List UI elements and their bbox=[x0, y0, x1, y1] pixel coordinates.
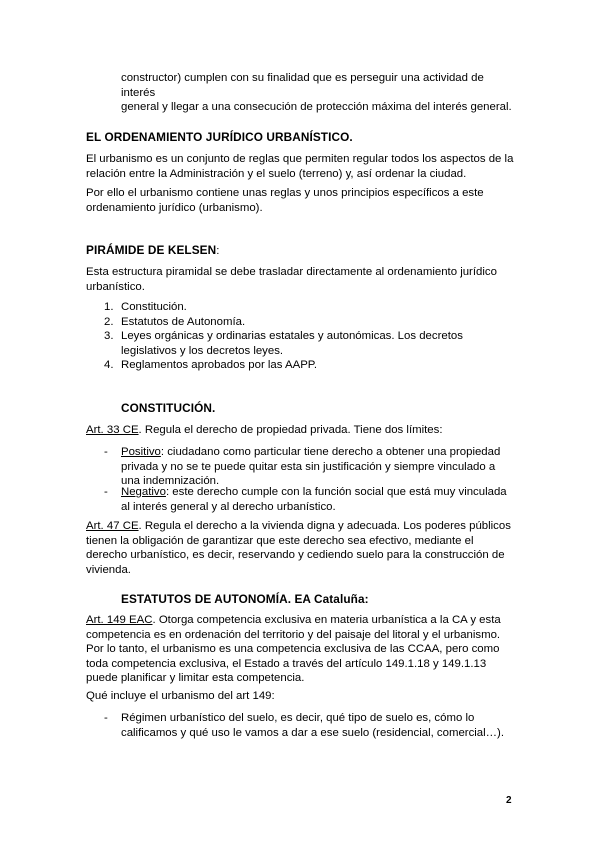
kelsen-heading-colon: : bbox=[216, 245, 220, 257]
list-item-text: Constitución. bbox=[121, 301, 187, 313]
bullet-label-negativo: Negativo bbox=[121, 486, 166, 498]
intro-line-1: constructor) cumplen con su finalidad que es perseguir una actividad de interés bbox=[121, 72, 484, 99]
bullet-text-negativo bbox=[121, 485, 516, 514]
bullet-text-positivo bbox=[121, 445, 516, 489]
list-item-number: 4. bbox=[104, 359, 114, 371]
list-item-number: 3. bbox=[104, 330, 114, 342]
list-item-number: 1. bbox=[104, 301, 114, 313]
bullet-dash: - bbox=[104, 446, 108, 458]
list-item-text: Reglamentos aprobados por las AAPP. bbox=[121, 359, 318, 371]
list-item-text: Leyes orgánicas y ordinarias estatales y autonómicas. Los decretos legislativos y los decretos leyes. bbox=[121, 330, 463, 357]
ordenamiento-paragraph-1: El urbanismo es un conjunto de reglas que permiten regular todos los aspectos de la relación entre la Administración y el suelo (terreno) y, así ordenar la ciudad. bbox=[86, 153, 514, 180]
bullet-label-positivo: Positivo bbox=[121, 446, 161, 458]
list-item-text: Estatutos de Autonomía. bbox=[121, 316, 246, 328]
art47-reference: Art. 47 CE bbox=[86, 520, 139, 532]
art47-text: . Regula el derecho a la vivienda digna y adecuada. Los poderes públicos tienen la obligación de garantizar que este derecho sea efectivo, mediante el derecho urbanístico, es decir, reservando y cediendo suelo para la construcción de vivienda. bbox=[86, 520, 511, 576]
bullet-body-negativo: : este derecho cumple con la función social que está muy vinculada al interés general y al derecho urbanístico. bbox=[121, 486, 507, 513]
section-heading-constitucion: CONSTITUCIÓN. bbox=[121, 401, 216, 415]
art33-text: . Regula el derecho de propiedad privada. Tiene dos límites: bbox=[138, 424, 443, 436]
section-heading-kelsen bbox=[86, 243, 514, 259]
bullet-body-positivo: : ciudadano como particular tiene derecho a obtener una propiedad privada y no se te puede quitar esta sin justificación y siempre vinculado a una indemnización. bbox=[121, 446, 501, 488]
page-number: 2 bbox=[506, 795, 512, 806]
kelsen-heading-text: PIRÁMIDE DE KELSEN bbox=[86, 243, 217, 257]
intro-line-2: general y llegar a una consecución de protección máxima del interés general. bbox=[121, 101, 512, 114]
kelsen-intro: Esta estructura piramidal se debe trasladar directamente al ordenamiento jurídico urbanístico. bbox=[86, 266, 497, 293]
art149-paragraph bbox=[86, 613, 514, 686]
section-heading-estatutos: ESTATUTOS DE AUTONOMÍA. EA Cataluña: bbox=[121, 592, 369, 606]
art33-paragraph bbox=[86, 423, 514, 438]
list-item-number: 2. bbox=[104, 316, 114, 328]
art149-reference: Art. 149 EAC bbox=[86, 614, 153, 626]
bullet-dash: - bbox=[104, 712, 108, 724]
bullet-dash: - bbox=[104, 486, 108, 498]
art47-paragraph bbox=[86, 519, 514, 577]
art33-reference: Art. 33 CE bbox=[86, 424, 139, 436]
art149-text: . Otorga competencia exclusiva en materia urbanística a la CA y esta competencia es en ordenación del territorio y del paisaje del litoral y el urbanismo. Por lo tanto, el urbanismo es una competencia exclusiva de las CCAA, pero como toda competencia exclusiva, el Estado a través del artículo 149.1.18 y 149.1.13 puede planificar y limitar esta competencia. bbox=[86, 614, 501, 685]
intro-paragraph bbox=[121, 71, 521, 115]
section-heading-ordenamiento: EL ORDENAMIENTO JURÍDICO URBANÍSTICO. bbox=[86, 130, 353, 144]
ordenamiento-paragraph-2: Por ello el urbanismo contiene unas reglas y unos principios específicos a este ordenamiento jurídico (urbanismo). bbox=[86, 187, 484, 214]
bullet-text-regimen: Régimen urbanístico del suelo, es decir, qué tipo de suelo es, cómo lo calificamos y qué uso le vamos a dar a ese suelo (residencial, comercial…). bbox=[121, 712, 505, 739]
art149-question: Qué incluye el urbanismo del art 149: bbox=[86, 690, 275, 702]
